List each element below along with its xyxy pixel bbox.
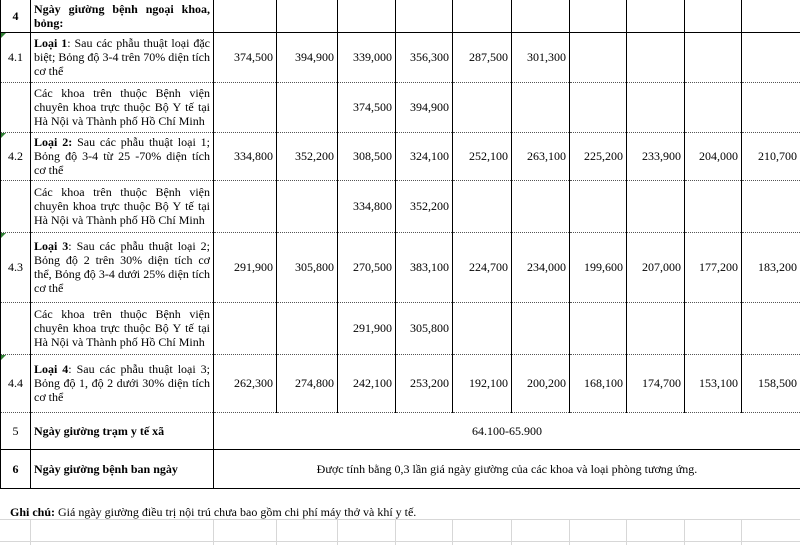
- price-cell: 183,200: [742, 232, 800, 302]
- price-cell: [685, 302, 742, 354]
- price-cell: 383,100: [396, 232, 453, 302]
- table-row: [1, 132, 800, 180]
- table-row: [1, 449, 800, 488]
- row-text: : Sau các phẫu thuật loại 3; Bỏng độ 1, độ 2 dưới 30% diện tích cơ thể: [34, 362, 210, 404]
- row-label: Ngày giường bệnh ban ngày: [31, 449, 214, 488]
- price-cell: 291,900: [214, 232, 277, 302]
- row-category: Loại 4: [34, 362, 69, 376]
- price-cell: 204,000: [685, 132, 742, 180]
- row-index: [1, 180, 31, 232]
- price-cell: 158,500: [742, 354, 800, 412]
- row-text: Các khoa trên thuộc Bệnh viện chuyên khoa trực thuộc Bộ Y tế tại Hà Nội và Thành phố Hồ Chí Minh: [34, 307, 210, 349]
- price-cell: [685, 0, 742, 32]
- price-cell: [453, 0, 512, 32]
- row-text: : Sau các phẫu thuật loại 2; Bỏng độ 2 trên 30% diện tích cơ thể, Bỏng độ 3-4 dưới 25% diện tích cơ thể: [34, 239, 210, 295]
- table-row: [1, 180, 800, 232]
- row-category: Loại 1: [34, 36, 68, 50]
- price-cell: 308,500: [338, 132, 396, 180]
- note-area: [0, 497, 800, 545]
- price-cell: [570, 32, 627, 82]
- merged-value: Được tính bằng 0,3 lần giá ngày giường của các khoa và loại phòng tương ứng.: [214, 449, 800, 488]
- price-cell: 356,300: [396, 32, 453, 82]
- row-index: 4.3: [1, 232, 31, 302]
- row-text: Sau các phẫu thuật loại 1; Bỏng độ 3-4 từ 25 -70% diện tích cơ thể: [34, 135, 210, 177]
- price-cell: [214, 82, 277, 132]
- table-row: [1, 302, 800, 354]
- price-cell: 192,100: [453, 354, 512, 412]
- merged-value: 64.100-65.900: [214, 412, 800, 449]
- price-cell: [277, 0, 338, 32]
- price-cell: 291,900: [338, 302, 396, 354]
- gridline: [0, 519, 800, 520]
- price-cell: 394,900: [396, 82, 453, 132]
- price-cell: [512, 82, 570, 132]
- price-cell: 352,200: [396, 180, 453, 232]
- price-cell: 242,100: [338, 354, 396, 412]
- price-cell: [512, 180, 570, 232]
- price-cell: 200,200: [512, 354, 570, 412]
- price-cell: 233,900: [627, 132, 685, 180]
- table-row: [1, 32, 800, 82]
- row-index: 4: [1, 0, 31, 32]
- row-description: [31, 32, 214, 82]
- price-cell: 274,800: [277, 354, 338, 412]
- price-cell: [570, 0, 627, 32]
- price-cell: 253,200: [396, 354, 453, 412]
- price-cell: 199,600: [570, 232, 627, 302]
- price-cell: 262,300: [214, 354, 277, 412]
- gridline: [0, 541, 800, 542]
- row-text: Các khoa trên thuộc Bệnh viện chuyên khoa trực thuộc Bộ Y tế tại Hà Nội và Thành phố Hồ Chí Minh: [34, 86, 210, 128]
- price-cell: [277, 180, 338, 232]
- price-cell: [570, 302, 627, 354]
- price-cell: [453, 82, 512, 132]
- row-index: 4.4: [1, 354, 31, 412]
- row-description: [31, 132, 214, 180]
- price-cell: 207,000: [627, 232, 685, 302]
- price-cell: [685, 82, 742, 132]
- row-index: [1, 82, 31, 132]
- table-row: [1, 232, 800, 302]
- price-cell: 301,300: [512, 32, 570, 82]
- row-index: 4.1: [1, 32, 31, 82]
- price-cell: [742, 32, 800, 82]
- price-cell: [742, 302, 800, 354]
- row-index: [1, 302, 31, 354]
- price-cell: 374,500: [214, 32, 277, 82]
- row-text: Các khoa trên thuộc Bệnh viện chuyên khoa trực thuộc Bộ Y tế tại Hà Nội và Thành phố Hồ Chí Minh: [34, 185, 210, 227]
- row-index: 5: [1, 412, 31, 449]
- price-cell: 225,200: [570, 132, 627, 180]
- price-cell: [396, 0, 453, 32]
- price-cell: [338, 0, 396, 32]
- price-cell: 287,500: [453, 32, 512, 82]
- price-cell: [453, 180, 512, 232]
- price-cell: [627, 82, 685, 132]
- price-cell: [627, 302, 685, 354]
- row-description: [31, 232, 214, 302]
- row-description: [31, 0, 214, 32]
- price-cell: 394,900: [277, 32, 338, 82]
- table-row: [1, 354, 800, 412]
- price-cell: [453, 302, 512, 354]
- price-cell: [742, 82, 800, 132]
- table-row: [1, 82, 800, 132]
- row-description: [31, 354, 214, 412]
- price-cell: 352,200: [277, 132, 338, 180]
- price-cell: [570, 82, 627, 132]
- price-cell: [214, 302, 277, 354]
- price-cell: 305,800: [277, 232, 338, 302]
- price-cell: [742, 180, 800, 232]
- row-index: 4.2: [1, 132, 31, 180]
- footnote-text: Giá ngày giường điều trị nội trú chưa bao gồm chi phí máy thở và khí y tế.: [55, 505, 417, 519]
- price-cell: 234,000: [512, 232, 570, 302]
- footnote: [10, 505, 416, 520]
- table-body: [1, 0, 800, 488]
- row-category: Ngày giường bệnh ngoại khoa, bỏng:: [34, 1, 210, 30]
- price-cell: [277, 82, 338, 132]
- price-cell: 224,700: [453, 232, 512, 302]
- row-description: [31, 82, 214, 132]
- price-cell: 334,800: [338, 180, 396, 232]
- row-label: Ngày giường trạm y tế xã: [31, 412, 214, 449]
- price-cell: 270,500: [338, 232, 396, 302]
- price-cell: [627, 0, 685, 32]
- price-cell: [512, 302, 570, 354]
- price-cell: 252,100: [453, 132, 512, 180]
- table-row: [1, 412, 800, 449]
- price-cell: 324,100: [396, 132, 453, 180]
- price-cell: 210,700: [742, 132, 800, 180]
- price-cell: 174,700: [627, 354, 685, 412]
- price-cell: [570, 180, 627, 232]
- price-cell: [685, 32, 742, 82]
- price-cell: 339,000: [338, 32, 396, 82]
- price-cell: 153,100: [685, 354, 742, 412]
- price-cell: [627, 180, 685, 232]
- price-cell: 177,200: [685, 232, 742, 302]
- price-cell: 334,800: [214, 132, 277, 180]
- price-cell: [627, 32, 685, 82]
- price-cell: [512, 0, 570, 32]
- price-cell: [685, 180, 742, 232]
- price-cell: [214, 0, 277, 32]
- price-cell: [214, 180, 277, 232]
- row-description: [31, 180, 214, 232]
- footnote-label: Ghi chú:: [10, 505, 56, 519]
- price-cell: 263,100: [512, 132, 570, 180]
- table-row: [1, 0, 800, 32]
- price-cell: 374,500: [338, 82, 396, 132]
- row-description: [31, 302, 214, 354]
- price-cell: 168,100: [570, 354, 627, 412]
- row-category: Loại 2:: [34, 135, 73, 149]
- price-cell: 305,800: [396, 302, 453, 354]
- row-category: Loại 3: [34, 239, 69, 253]
- price-cell: [277, 302, 338, 354]
- row-index: 6: [1, 449, 31, 488]
- row-text: : Sau các phẫu thuật loại đặc biệt; Bỏng độ 3-4 trên 70% diện tích cơ thể: [34, 36, 210, 78]
- price-cell: [742, 0, 800, 32]
